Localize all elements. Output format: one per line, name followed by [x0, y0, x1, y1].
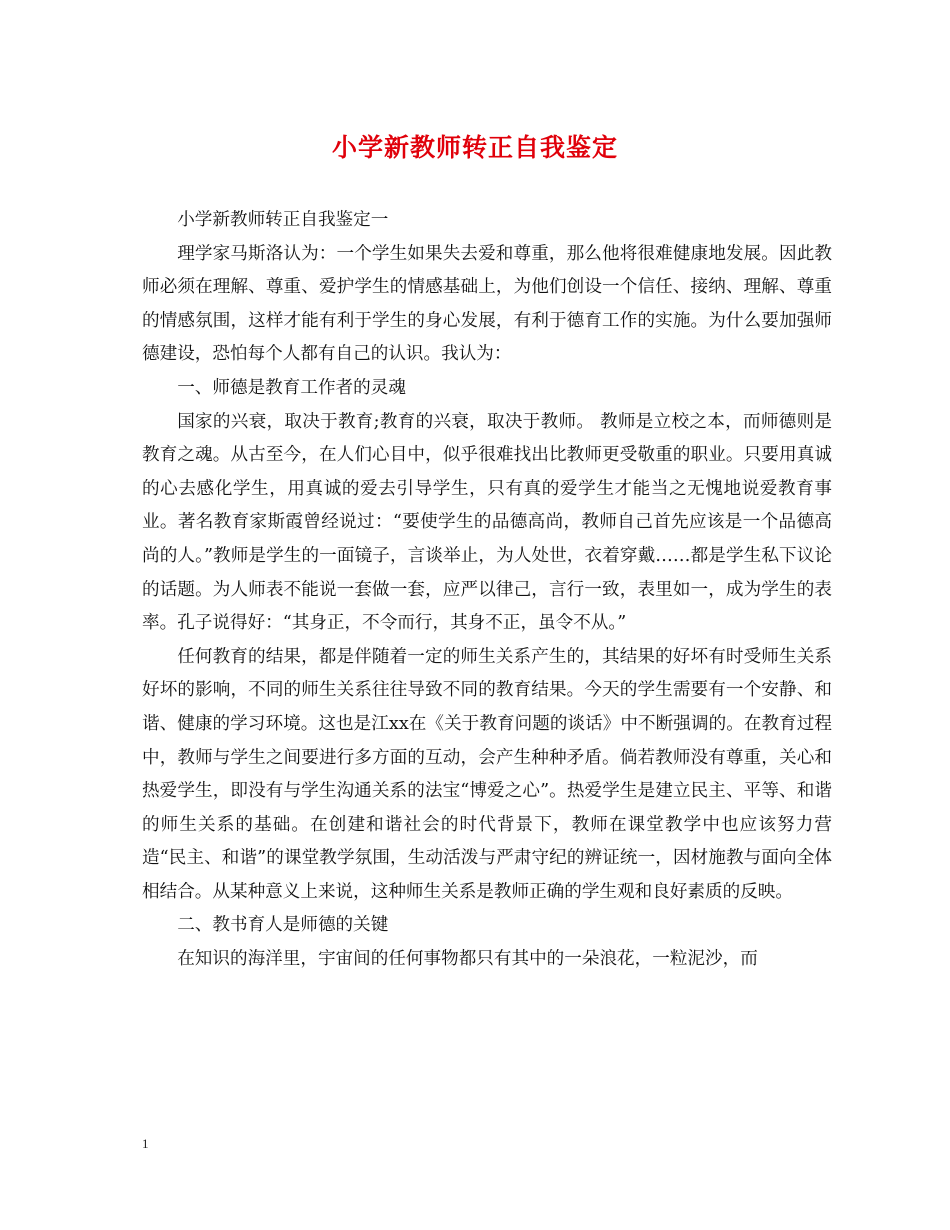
paragraph-subtitle: 小学新教师转正自我鉴定一 [177, 210, 389, 230]
paragraph-relationship: 任何教育的结果，都是伴随着一定的师生关系产生的，其结果的好坏有时受师生关系好坏的影响，不同的师生关系往往导致不同的教育结果。今天的学生需要有一个安静、和谐、健康的学习环境。这也是江xx在《关于教育问题的谈话》中不断强调的。在教育过程中，教师与学生之间要进行多方面的互动，会产生种种矛盾。倘若教师没有尊重，关心和热爱学生，即没有与学生沟通关系的法宝“博爱之心”。热爱学生是建立民主、平等、和谐的师生关系的基础。在创建和谐社会的时代背景下，教师在课堂教学中也应该努力营造“民主、和谐”的课堂教学氛围，生动活泼与严肃守纪的辨证统一，因材施教与面向全体相结合。从某种意义上来说，这种师生关系是教师正确的学生观和良好素质的反映。 [142, 646, 832, 902]
document-title: 小学新教师转正自我鉴定 [331, 133, 618, 162]
section-heading-1: 一、师德是教育工作者的灵魂 [177, 377, 406, 398]
document-body [142, 204, 832, 977]
paragraph-intro: 理学家马斯洛认为：一个学生如果失去爱和尊重，那么他将很难健康地发展。因此教师必须在理解、尊重、爱护学生的情感基础上，为他们创设一个信任、接纳、理解、尊重的情感氛围，这样才能有利于学生的身心发展，有利于德育工作的实施。为什么要加强师德建设，恐怕每个人都有自己的认识。我认为： [142, 243, 832, 365]
paragraph-section-2: 在知识的海洋里，宇宙间的任何事物都只有其中的一朵浪花，一粒泥沙，而 [177, 949, 758, 970]
section-heading-2: 二、教书育人是师德的关键 [177, 915, 389, 936]
paragraph-section-1: 国家的兴衰，取决于教育;教育的兴衰，取决于教师。 教师是立校之本，而师德则是教育之魂。从古至今，在人们心目中，似乎很难找出比教师更受敬重的职业。只要用真诚的心去感化学生，用真诚的爱去引导学生，只有真的爱学生才能当之无愧地说爱教育事业。著名教育家斯霞曾经说过：“要使学生的品德高尚，教师自己首先应该是一个品德高尚的人。”教师是学生的一面镜子，言谈举止，为人处世，衣着穿戴……都是学生私下议论的话题。为人师表不能说一套做一套，应严以律己，言行一致，表里如一，成为学生的表率。孔子说得好：“其身正，不令而行，其身不正，虽令不从。” [142, 411, 832, 634]
page-number: 1 [142, 1136, 149, 1151]
